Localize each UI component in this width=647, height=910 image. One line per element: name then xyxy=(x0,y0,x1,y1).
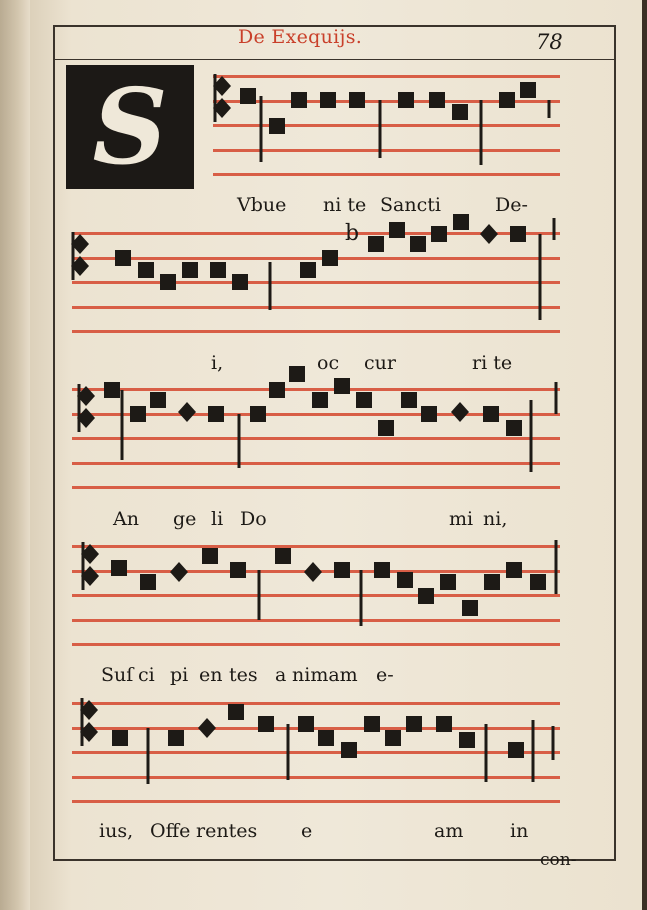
lyric-syllable: oc xyxy=(317,352,340,374)
square-neume xyxy=(258,716,274,732)
square-neume xyxy=(150,392,166,408)
rhombus-neume xyxy=(178,402,196,422)
square-neume xyxy=(322,250,338,266)
lyric-syllable: tes xyxy=(229,664,258,686)
lyric-syllable: Suſ xyxy=(101,664,134,686)
square-neume xyxy=(389,222,405,238)
lyric-syllable: e xyxy=(301,820,313,842)
lyric-syllable: nimam xyxy=(292,664,358,686)
square-neume xyxy=(436,716,452,732)
lyric-syllable: ni, xyxy=(483,508,508,530)
square-neume xyxy=(202,548,218,564)
square-neume xyxy=(349,92,365,108)
square-neume xyxy=(320,92,336,108)
square-neume xyxy=(275,548,291,564)
square-neume xyxy=(431,226,447,242)
square-neume xyxy=(334,562,350,578)
square-neume xyxy=(334,378,350,394)
square-neume xyxy=(530,574,546,590)
lyric-syllable: in xyxy=(510,820,529,842)
square-neume xyxy=(506,420,522,436)
square-neume xyxy=(138,262,154,278)
lyric-syllable: ri te xyxy=(472,352,513,374)
square-neume xyxy=(130,406,146,422)
square-neume xyxy=(418,588,434,604)
square-neume xyxy=(115,250,131,266)
lyric-syllable: a xyxy=(275,664,287,686)
square-neume xyxy=(459,732,475,748)
rhombus-neume xyxy=(198,718,216,738)
rhombus-neume xyxy=(451,402,469,422)
square-neume xyxy=(228,704,244,720)
square-neume xyxy=(210,262,226,278)
lyric-syllable: e- xyxy=(376,664,394,686)
square-neume xyxy=(440,574,456,590)
rhombus-neume xyxy=(480,224,498,244)
lyric-syllable: li xyxy=(211,508,224,530)
square-neume xyxy=(140,574,156,590)
lyric-syllable: Vbue xyxy=(237,194,287,216)
square-neume xyxy=(368,236,384,252)
lyric-syllable: Do xyxy=(240,508,267,530)
folio-number: 78 xyxy=(536,30,563,54)
square-neume xyxy=(112,730,128,746)
square-neume xyxy=(385,730,401,746)
lyric-syllable: ius, xyxy=(99,820,134,842)
square-neume xyxy=(452,104,468,120)
rhombus-neume xyxy=(170,562,188,582)
square-neume xyxy=(104,382,120,398)
square-neume xyxy=(406,716,422,732)
lyric-syllable: cur xyxy=(364,352,396,374)
square-neume xyxy=(291,92,307,108)
lyric-syllable: ci xyxy=(138,664,155,686)
square-neume xyxy=(397,572,413,588)
lyric-syllable: mi xyxy=(449,508,474,530)
square-neume xyxy=(230,562,246,578)
square-neume xyxy=(510,226,526,242)
square-neume xyxy=(318,730,334,746)
square-neume xyxy=(298,716,314,732)
lyric-syllable: Sancti xyxy=(380,194,441,216)
square-neume xyxy=(398,92,414,108)
square-neume xyxy=(499,92,515,108)
square-neume xyxy=(356,392,372,408)
square-neume xyxy=(341,742,357,758)
lyric-syllable: i, xyxy=(211,352,224,374)
square-neume xyxy=(160,274,176,290)
square-neume xyxy=(520,82,536,98)
square-neume xyxy=(364,716,380,732)
square-neume xyxy=(250,406,266,422)
square-neume xyxy=(401,392,417,408)
lyric-syllable: ge xyxy=(173,508,197,530)
square-neume xyxy=(289,366,305,382)
square-neume xyxy=(421,406,437,422)
square-neume xyxy=(240,88,256,104)
square-neume xyxy=(111,560,127,576)
square-neume xyxy=(300,262,316,278)
square-neume xyxy=(374,562,390,578)
lyric-syllable: en xyxy=(199,664,223,686)
square-neume xyxy=(429,92,445,108)
decorated-initial-letter: S xyxy=(92,65,168,188)
square-neume xyxy=(453,214,469,230)
square-neume xyxy=(312,392,328,408)
catchword: con- xyxy=(540,850,577,870)
square-neume xyxy=(506,562,522,578)
square-neume xyxy=(508,742,524,758)
square-neume xyxy=(462,600,478,616)
square-neume xyxy=(410,236,426,252)
square-neume xyxy=(483,406,499,422)
square-neume xyxy=(269,118,285,134)
running-title: De Exequijs. xyxy=(238,26,363,48)
flat-sign: b xyxy=(345,221,360,246)
lyric-syllable: ni te xyxy=(323,194,367,216)
square-neume xyxy=(232,274,248,290)
lyric-syllable: rentes xyxy=(196,820,258,842)
lyric-syllable: am xyxy=(434,820,464,842)
lyric-syllable: An xyxy=(113,508,139,530)
lyric-syllable: De- xyxy=(495,194,528,216)
rhombus-neume xyxy=(304,562,322,582)
square-neume xyxy=(182,262,198,278)
lyric-syllable: pi xyxy=(170,664,189,686)
square-neume xyxy=(484,574,500,590)
square-neume xyxy=(378,420,394,436)
square-neume xyxy=(168,730,184,746)
square-neume xyxy=(208,406,224,422)
lyric-syllable: Offe xyxy=(150,820,191,842)
square-neume xyxy=(269,382,285,398)
